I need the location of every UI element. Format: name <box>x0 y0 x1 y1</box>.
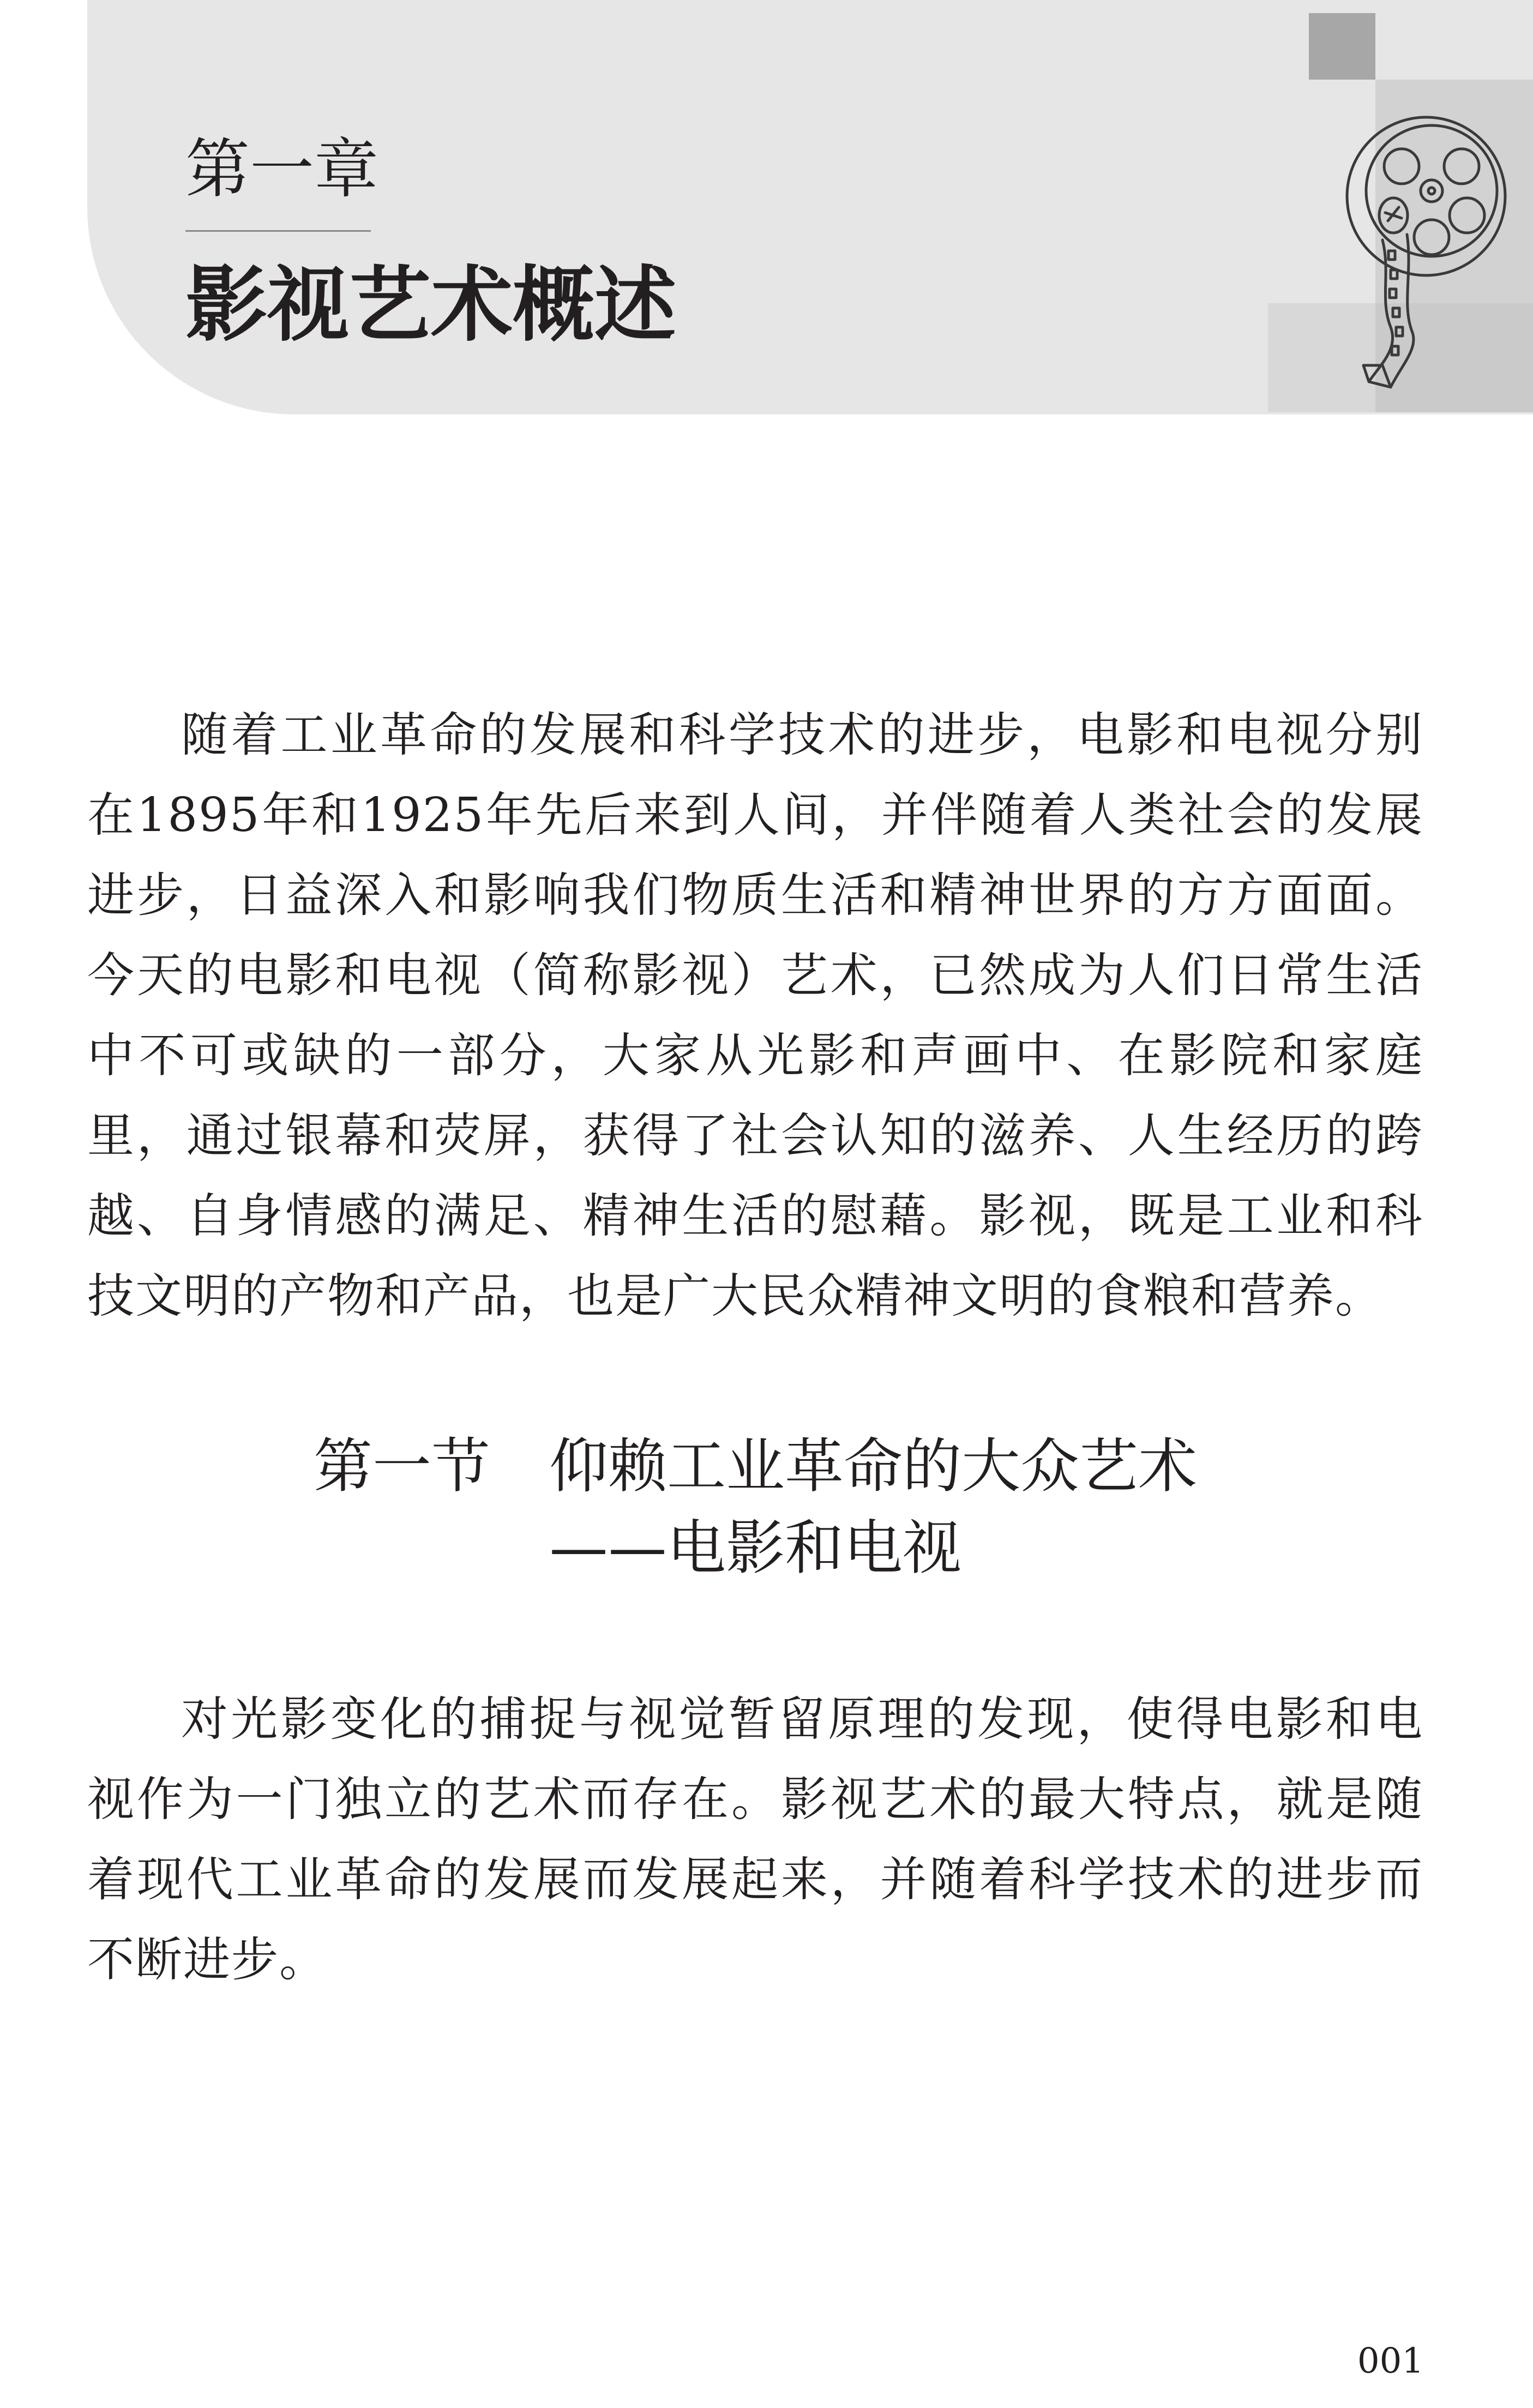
section-paragraph: 对光影变化的捕捉与视觉暂留原理的发现，使得电影和电视作为一门独立的艺术而存在。影视艺术的最大特点，就是随着现代工业革命的发展而发展起来，并随着科学技术的进步而不断进步。 <box>87 1692 1423 1987</box>
section-heading <box>87 1426 1423 1590</box>
chapter-number: 第一章 <box>185 131 379 207</box>
chapter-title: 影视艺术概述 <box>185 258 677 353</box>
section-title-line-2: ——电影和电视 <box>549 1514 961 1582</box>
film-reel-icon <box>1331 109 1527 393</box>
page-number: 001 <box>1357 2341 1424 2381</box>
section-title-line-1: 第一节 仰赖工业革命的大众艺术 <box>313 1432 1197 1501</box>
intro-paragraph: 随着工业革命的发展和科学技术的进步，电影和电视分别在1895年和1925年先后来到人间，并伴随着人类社会的发展进步，日益深入和影响我们物质生活和精神世界的方方面面。今天的电影和电视（简称影视）艺术，已然成为人们日常生活中不可或缺的一部分，大家从光影和声画中、在影院和家庭里，通过银幕和荧屏，获得了社会认知的滋养、人生经历的跨越、自身情感的满足、精神生活的慰藉。影视，既是工业和科技文明的产物和产品，也是广大民众精神文明的食粮和营养。 <box>87 708 1423 1323</box>
decorative-square <box>1309 13 1375 80</box>
chapter-divider <box>185 230 371 232</box>
